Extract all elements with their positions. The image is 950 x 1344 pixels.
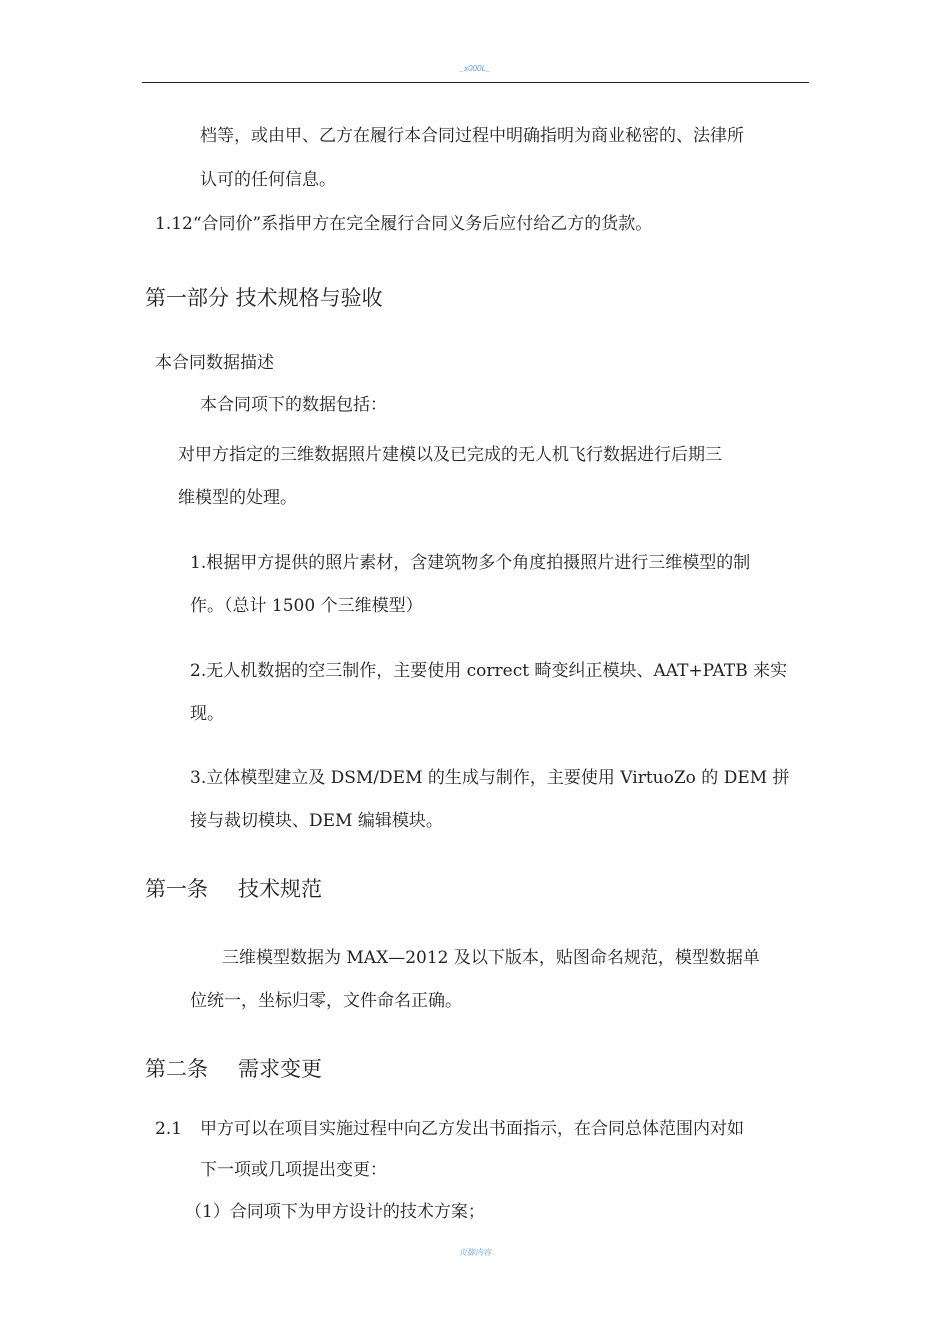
article-title: 技术规范	[238, 877, 322, 901]
header-rule	[142, 82, 809, 83]
list-item-2-cont: 现。	[190, 704, 224, 724]
section-title: 本合同数据描述	[155, 353, 274, 373]
article-number: 第一条	[145, 877, 208, 901]
sub-item-1: （1）合同项下为甲方设计的技术方案；	[185, 1202, 485, 1222]
section-intro: 本合同项下的数据包括：	[200, 395, 387, 415]
paragraph-line: 对甲方指定的三维数据照片建模以及已完成的无人机飞行数据进行后期三	[178, 445, 722, 465]
paragraph-line: 档等，或由甲、乙方在履行本合同过程中明确指明为商业秘密的、法律所	[200, 126, 744, 146]
article-title: 需求变更	[238, 1057, 322, 1081]
paragraph-line: 认可的任何信息。	[200, 170, 336, 190]
list-item-3: 3.立体模型建立及 DSM/DEM 的生成与制作，主要使用 VirtuoZo 的 DEM 拼	[190, 768, 790, 788]
list-item-1-cont: 作。（总计 1500 个三维模型）	[190, 596, 423, 616]
clause-1-12: 1.12“合同价”系指甲方在完全履行合同义务后应付给乙方的货款。	[155, 214, 653, 234]
list-item-1: 1.根据甲方提供的照片素材，含建筑物多个角度拍摄照片进行三维模型的制	[190, 553, 751, 573]
article-number: 第二条	[145, 1057, 208, 1081]
list-item-3-cont: 接与裁切模块、DEM 编辑模块。	[190, 811, 443, 831]
paragraph-line: 甲方可以在项目实施过程中向乙方发出书面指示，在合同总体范围内对如	[200, 1119, 744, 1139]
paragraph-line: 维模型的处理。	[178, 488, 297, 508]
paragraph-line: 三维模型数据为 MAX—2012 及以下版本，贴图命名规范，模型数据单	[222, 948, 760, 968]
article-one-heading	[145, 875, 322, 903]
paragraph-line: 位统一，坐标归零，文件命名正确。	[190, 991, 462, 1011]
list-item-2: 2.无人机数据的空三制作，主要使用 correct 畸变纠正模块、AAT+PATB 来实	[190, 661, 788, 681]
paragraph-line: 下一项或几项提出变更：	[200, 1160, 387, 1180]
part-one-heading: 第一部分 技术规格与验收	[145, 286, 383, 310]
article-two-heading	[145, 1055, 322, 1083]
footer-mark: 页脚内容	[459, 1248, 491, 1257]
header-mark: _x000L_	[459, 64, 491, 73]
clause-number: 2.1	[155, 1119, 183, 1139]
